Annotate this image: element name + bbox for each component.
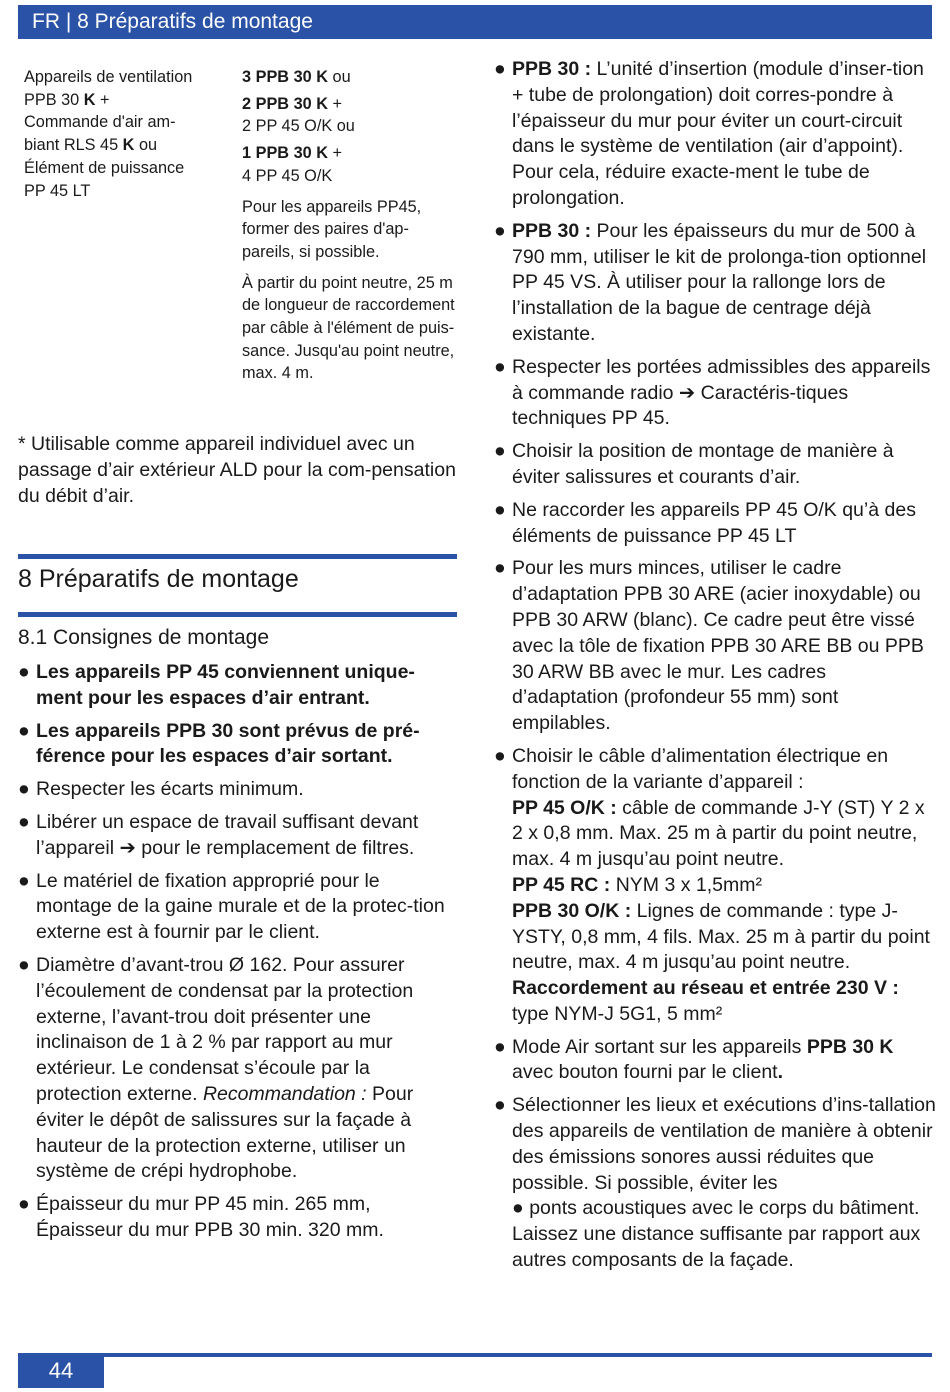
list-item: ● Pour les murs minces, utiliser le cadre d’adaptation PPB 30 ARE (acier inoxydable) ou PPB 30 ARW (blanc). Ce cadre peut être vissé avec la tôle de fixation PPB 30 ARE BB ou PPB 30 ARW BB avec le mur. Les cadres d’adaptation (profondeur 55 mm) sont empilables. xyxy=(494,557,924,735)
section-rule-top xyxy=(18,554,457,559)
list-item: ● Respecter les écarts minimum. xyxy=(18,778,304,801)
list-item: ● Ne raccorder les appareils PP 45 O/K qu’à des éléments de puissance PP 45 LT xyxy=(494,498,916,547)
list-item: ● Choisir la position de montage de manière à éviter salissures et courants d’air. xyxy=(494,440,894,488)
footnote: * Utilisable comme appareil individuel avec un passage d’air extérieur ALD pour la com-pensation du débit d’air. xyxy=(18,433,456,507)
cable-length-note: À partir du point neutre, 25 m de longueur de raccordement par câble à l'élément de puis-sance. Jusqu'au point neutre, max. 4 m. xyxy=(242,273,455,383)
list-item: ● Respecter les portées admissibles des appareils à commande radio ➔ Caractéris-tiques techniques PP 45. xyxy=(494,355,931,430)
combination-option: 1 PPB 30 K + 4 PP 45 O/K xyxy=(242,144,343,185)
list-item: ● Le matériel de fixation approprié pour le montage de la gaine murale et de la protec-tion externe est à fournir par le client. xyxy=(18,869,445,944)
header-title: FR | 8 Préparatifs de montage xyxy=(32,10,313,33)
subsection-title: 8.1 Consignes de montage xyxy=(18,626,270,649)
installation-instructions-list xyxy=(18,660,460,1251)
device-line: biant RLS 45 K ou xyxy=(24,136,158,155)
device-line: Appareils de ventilation xyxy=(24,68,193,86)
device-line: Commande d'air am- xyxy=(24,113,176,132)
combination-column xyxy=(242,66,457,393)
footer-rule xyxy=(18,1353,932,1357)
arrow-right-icon: ➔ xyxy=(119,836,136,859)
list-item: ● Diamètre d’avant-trou Ø 162. Pour assurer l’écoulement de condensat par la protection externe, l’avant-trou doit présenter une inclinaison de 1 à 2 % par rapport au mur extérieur. Le condensat s’écoule par la protection externe. Recommandation : Pour éviter le dépôt de salissures sur la façade à hauteur de la protection externe, utiliser un système de crépi hydrophobe. xyxy=(18,953,414,1183)
section-rule-bottom xyxy=(18,612,457,617)
device-line: PP 45 LT xyxy=(24,181,91,200)
page-header xyxy=(18,5,932,39)
device-line: PPB 30 K + xyxy=(24,90,110,109)
device-list-column xyxy=(24,66,229,202)
arrow-right-icon: ➔ xyxy=(678,381,696,404)
list-item: ● Épaisseur du mur PP 45 min. 265 mm, Épaisseur du mur PPB 30 min. 320 mm. xyxy=(18,1193,384,1241)
list-item: ● Les appareils PP 45 conviennent unique-ment pour les espaces d’air entrant. xyxy=(18,661,415,709)
list-item: ● Libérer un espace de travail suffisant devant l’appareil ➔ pour le remplacement de filtres. xyxy=(18,810,419,859)
section-title: 8 Préparatifs de montage xyxy=(18,565,299,593)
list-item: ● PPB 30 : L’unité d’insertion (module d’inser-tion + tube de prolongation) doit corres-pondre à l’épaisseur du mur pour éviter un court-circuit dans le système de ventilation (air d’appoint). Pour cela, réduire exacte-ment le tube de prolongation. xyxy=(494,58,924,209)
list-item: ● Sélectionner les lieux et exécutions d’ins-tallation des appareils de ventilation de manière à obtenir des émissions sonores aussi réduites que possible. Si possible, éviter les ● ponts acoustiques avec le corps du bâtiment. Laissez une distance suffisante par rapport aux autres composants de la façade. xyxy=(494,1094,936,1272)
page-number: 44 xyxy=(18,1353,104,1388)
list-item: ● Choisir le câble d’alimentation électrique en fonction de la variante d’appareil : PP 45 O/K : câble de commande J-Y (ST) Y 2 x 2 x 0,8 mm. Max. 25 m à partir du point neutre, max. 4 m jusqu’au point neutre. PP 45 RC : NYM 3 x 1,5mm² PPB 30 O/K : Lignes de commande : type J-YSTY, 0,8 mm, 4 fils. Max. 25 m à partir du point neutre, max. 4 m jusqu’au point neutre. Raccordement au réseau et entrée 230 V : type NYM-J 5G1, 5 mm² xyxy=(494,744,930,1025)
list-item: ● Les appareils PPB 30 sont prévus de pré-férence pour les espaces d’air sortant. xyxy=(18,719,420,768)
combination-option: 3 PPB 30 K ou xyxy=(242,68,351,86)
list-item: ● PPB 30 : Pour les épaisseurs du mur de 500 à 790 mm, utiliser le kit de prolonga-tion optionnel PP 45 VS. À utiliser pour la rallonge lors de l’installation de la bague de centrage déjà existante. xyxy=(494,219,927,345)
list-item: ● Mode Air sortant sur les appareils PPB 30 K avec bouton fourni par le client. xyxy=(494,1035,894,1084)
combination-option: 2 PPB 30 K + 2 PP 45 O/K ou xyxy=(242,94,355,136)
installation-notes-list xyxy=(494,57,936,1281)
device-line: Élément de puissance xyxy=(24,158,185,177)
pairing-note: Pour les appareils PP45, former des paires d'ap-pareils, si possible. xyxy=(242,197,422,261)
